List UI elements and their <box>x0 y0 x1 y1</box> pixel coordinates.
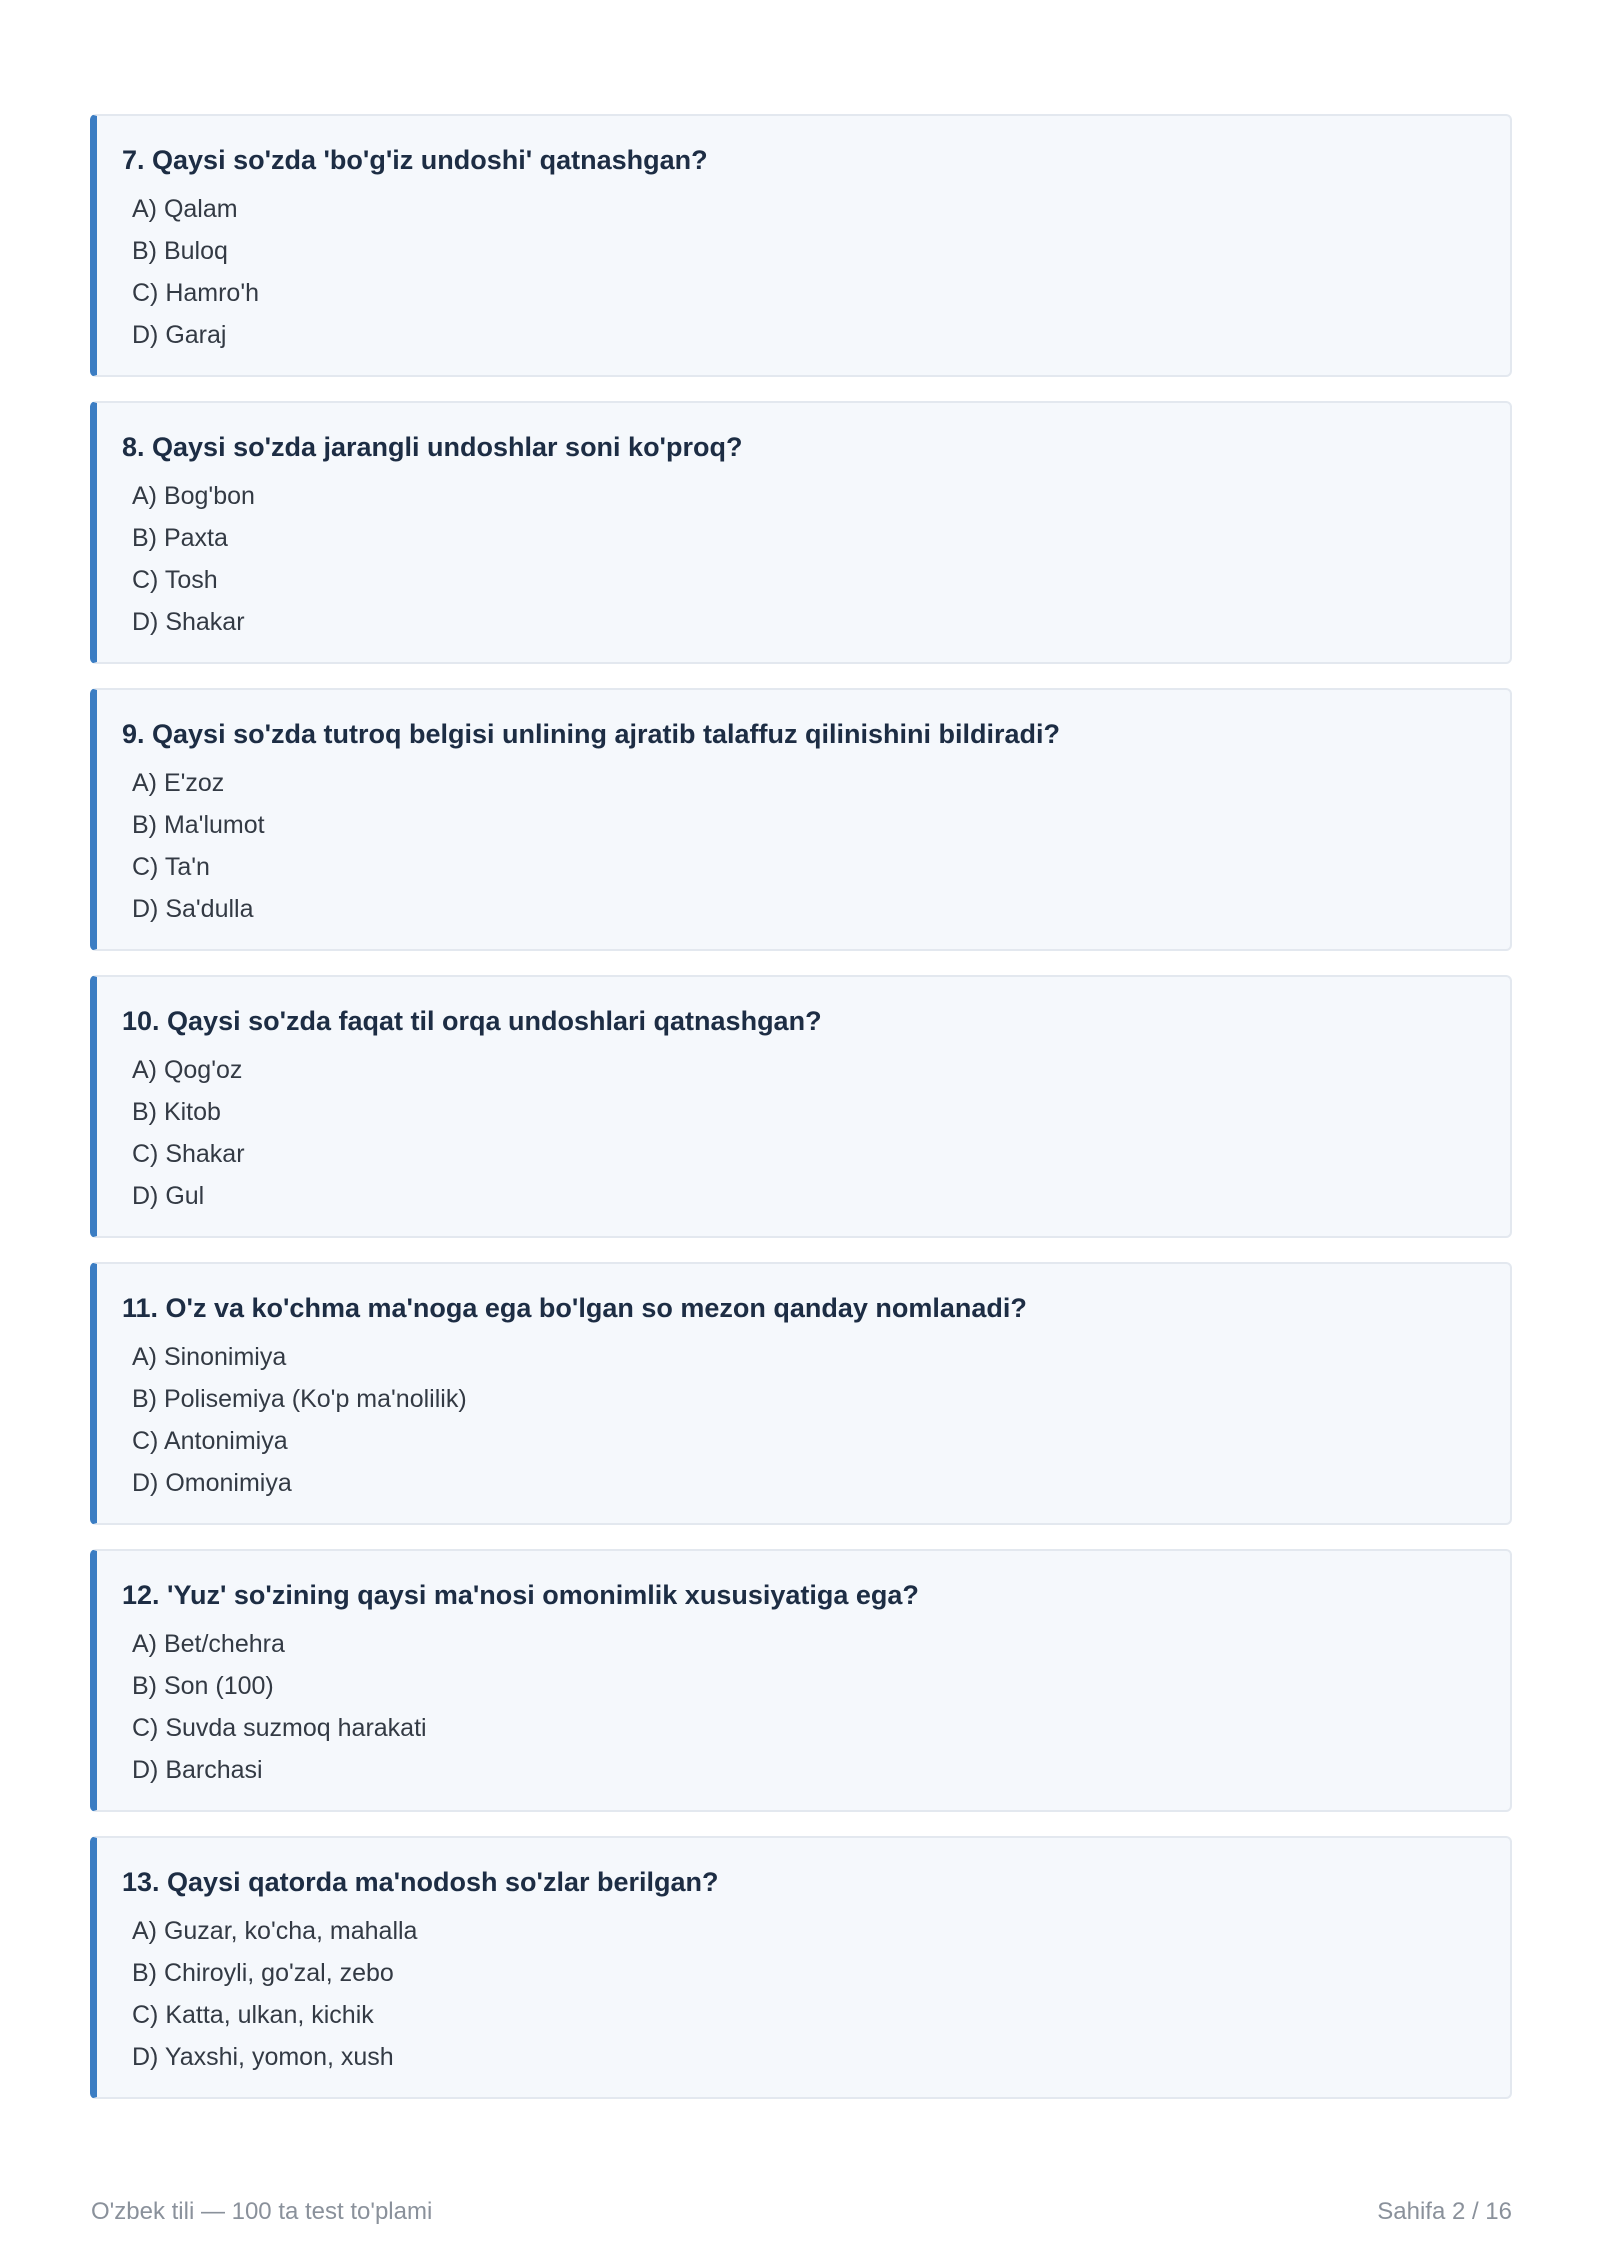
question-list <box>90 114 1512 2123</box>
answer-option-a: A) Qog'oz <box>132 1056 243 1084</box>
answer-options <box>122 1623 1480 1791</box>
question-title: 7. Qaysi so'zda 'bo'g'iz undoshi' qatnashgan? <box>122 145 708 175</box>
answer-option-c: C) Shakar <box>132 1140 245 1168</box>
answer-option-a: A) Guzar, ko'cha, mahalla <box>132 1917 418 1945</box>
answer-option-c: C) Hamro'h <box>132 279 260 307</box>
answer-option-c: C) Antonimiya <box>132 1427 288 1455</box>
answer-option-a: A) Bog'bon <box>132 482 255 510</box>
question-title: 11. O'z va ko'chma ma'noga ega bo'lgan so mezon qanday nomlanadi? <box>122 1293 1027 1323</box>
answer-options <box>122 475 1480 643</box>
answer-option-b: B) Polisemiya (Ko'p ma'nolilik) <box>132 1385 467 1413</box>
question-title: 13. Qaysi qatorda ma'nodosh so'zlar berilgan? <box>122 1867 719 1897</box>
page-number: Sahifa 2 / 16 <box>1377 2198 1512 2225</box>
answer-option-d: D) Barchasi <box>132 1756 263 1784</box>
answer-option-b: B) Ma'lumot <box>132 811 265 839</box>
question-card-8 <box>90 401 1512 664</box>
answer-option-c: C) Suvda suzmoq harakati <box>132 1714 427 1742</box>
question-card-13 <box>90 1836 1512 2099</box>
answer-option-d: D) Gul <box>132 1182 205 1210</box>
answer-options <box>122 1910 1480 2078</box>
answer-option-a: A) E'zoz <box>132 769 225 797</box>
question-title: 9. Qaysi so'zda tutroq belgisi unlining ajratib talaffuz qilinishini bildiradi? <box>122 719 1060 749</box>
answer-option-b: B) Son (100) <box>132 1672 274 1700</box>
answer-option-d: D) Shakar <box>132 608 245 636</box>
answer-option-a: A) Sinonimiya <box>132 1343 287 1371</box>
question-card-12 <box>90 1549 1512 1812</box>
answer-option-c: C) Katta, ulkan, kichik <box>132 2001 374 2029</box>
question-title: 8. Qaysi so'zda jarangli undoshlar soni ko'proq? <box>122 432 743 462</box>
answer-option-c: C) Tosh <box>132 566 218 594</box>
question-card-11 <box>90 1262 1512 1525</box>
answer-option-c: C) Ta'n <box>132 853 210 881</box>
question-title: 12. 'Yuz' so'zining qaysi ma'nosi omonimlik xususiyatiga ega? <box>122 1580 919 1610</box>
answer-options <box>122 762 1480 930</box>
answer-option-d: D) Garaj <box>132 321 227 349</box>
question-card-9 <box>90 688 1512 951</box>
answer-options <box>122 188 1480 356</box>
document-title-footer: O'zbek tili — 100 ta test to'plami <box>91 2198 433 2225</box>
answer-option-b: B) Kitob <box>132 1098 221 1126</box>
answer-options <box>122 1336 1480 1504</box>
answer-option-d: D) Yaxshi, yomon, xush <box>132 2043 394 2071</box>
answer-option-b: B) Chiroyli, go'zal, zebo <box>132 1959 394 1987</box>
question-card-7 <box>90 114 1512 377</box>
question-title: 10. Qaysi so'zda faqat til orqa undoshlari qatnashgan? <box>122 1006 822 1036</box>
answer-option-d: D) Omonimiya <box>132 1469 292 1497</box>
answer-option-d: D) Sa'dulla <box>132 895 254 923</box>
question-card-10 <box>90 975 1512 1238</box>
answer-option-b: B) Paxta <box>132 524 228 552</box>
answer-option-b: B) Buloq <box>132 237 228 265</box>
answer-option-a: A) Bet/chehra <box>132 1630 285 1658</box>
answer-option-a: A) Qalam <box>132 195 238 223</box>
answer-options <box>122 1049 1480 1217</box>
